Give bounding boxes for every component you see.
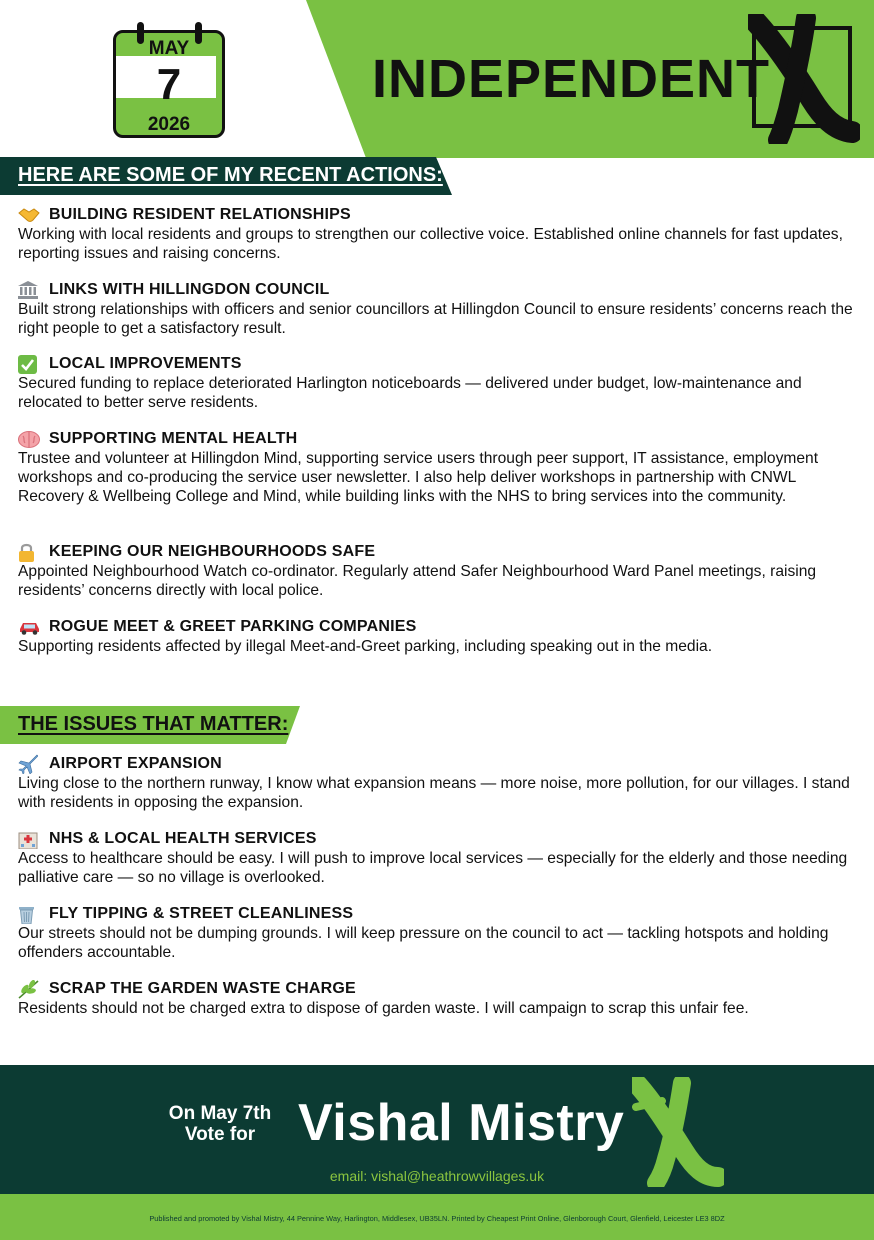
hospital-icon [18, 830, 42, 848]
actions-banner [0, 157, 452, 195]
action-body: Appointed Neighbourhood Watch co-ordinator. Regularly attend Safer Neighbourhood Ward Panel meetings, raising residents’ concerns directly with local police. [18, 563, 817, 599]
issue-title: NHS & LOCAL HEALTH SERVICES [49, 830, 317, 847]
action-item [18, 280, 858, 338]
action-item [18, 429, 858, 506]
herb-leaf-icon [18, 980, 42, 998]
action-body: Working with local residents and groups to strengthen our collective voice. Established online channels for fast updates, reporting issues and raising concerns. [18, 226, 843, 262]
issues-banner [0, 706, 300, 744]
padlock-icon [18, 543, 42, 561]
candidate-name: Vishal Mistry [298, 1094, 625, 1152]
issue-item [18, 979, 858, 1018]
brain-icon [18, 430, 42, 448]
vote-line-date: On May 7th [168, 1103, 272, 1124]
imprint-bar [0, 1194, 874, 1240]
contact-email[interactable]: email: vishal@heathrowvillages.uk [329, 1168, 545, 1184]
action-title: LINKS WITH HILLINGDON COUNCIL [49, 281, 330, 298]
election-date-calendar [113, 22, 225, 138]
issue-title: FLY TIPPING & STREET CLEANLINESS [49, 905, 354, 922]
issue-body: Residents should not be charged extra to dispose of garden waste. I will campaign to scrap this unfair fee. [18, 1000, 749, 1017]
actions-heading: HERE ARE SOME OF MY RECENT ACTIONS: [18, 164, 443, 186]
issues-heading: THE ISSUES THAT MATTER: [18, 713, 289, 735]
calendar-year: 2026 [147, 114, 191, 135]
handshake-icon [18, 206, 42, 224]
footer [0, 1065, 874, 1194]
issue-body: Access to healthcare should be easy. I will push to improve local services — especially for the elderly and those needing palliative care — so no village is overlooked. [18, 850, 848, 886]
action-title: LOCAL IMPROVEMENTS [49, 355, 242, 372]
action-item [18, 542, 858, 600]
vote-line-call: Vote for [184, 1124, 256, 1145]
action-item [18, 617, 858, 656]
issue-item [18, 904, 858, 962]
issue-item [18, 829, 858, 887]
car-icon [18, 618, 42, 636]
ballot-cross-icon [748, 14, 860, 144]
issue-item [18, 754, 858, 812]
calendar-month: MAY [148, 38, 190, 59]
action-title: BUILDING RESIDENT RELATIONSHIPS [49, 206, 351, 223]
calendar-day: 7 [156, 60, 182, 109]
action-title: SUPPORTING MENTAL HEALTH [49, 430, 298, 447]
action-title: KEEPING OUR NEIGHBOURHOODS SAFE [49, 543, 376, 560]
issue-title: AIRPORT EXPANSION [49, 755, 222, 772]
page-title: INDEPENDENT [372, 49, 771, 109]
action-body: Built strong relationships with officers and senior councillors at Hillingdon Council to ensure residents’ concerns reach the right people to get a satisfactory result. [18, 301, 853, 337]
airplane-icon [18, 755, 42, 773]
action-body: Trustee and volunteer at Hillingdon Mind, supporting service users through peer support, IT assistance, employment workshops and co-producing the service user newsletter. I also help deliver workshops in partnership with CNWL Recovery & Wellbeing College and Mind, while building links with the NHS to bring services into the community. [18, 450, 819, 505]
vote-prompt [150, 1103, 290, 1145]
action-body: Supporting residents affected by illegal Meet-and-Greet parking, including speaking out in the media. [18, 638, 713, 655]
action-item [18, 205, 858, 263]
government-building-icon [18, 281, 42, 299]
issue-title: SCRAP THE GARDEN WASTE CHARGE [49, 980, 356, 997]
action-body: Secured funding to replace deteriorated Harlington noticeboards — delivered under budget, low-maintenance and relocated to better serve residents. [18, 375, 802, 411]
check-mark-icon [18, 355, 42, 373]
issue-body: Our streets should not be dumping grounds. I will keep pressure on the council to act — tackling hotspots and holding offenders accountable. [18, 925, 829, 961]
action-item [18, 354, 858, 412]
imprint-text: Published and promoted by Vishal Mistry, 44 Pennine Way, Harlington, Middlesex, UB35LN. Printed by Cheapest Print Online, Glenborough Court, Glenfield, Leicester LE3 8DZ [149, 1214, 725, 1223]
action-title: ROGUE MEET & GREET PARKING COMPANIES [49, 618, 417, 635]
wastebasket-icon [18, 905, 42, 923]
issue-body: Living close to the northern runway, I know what expansion means — more noise, more pollution, for our villages. I stand with residents in opposing the expansion. [18, 775, 850, 811]
